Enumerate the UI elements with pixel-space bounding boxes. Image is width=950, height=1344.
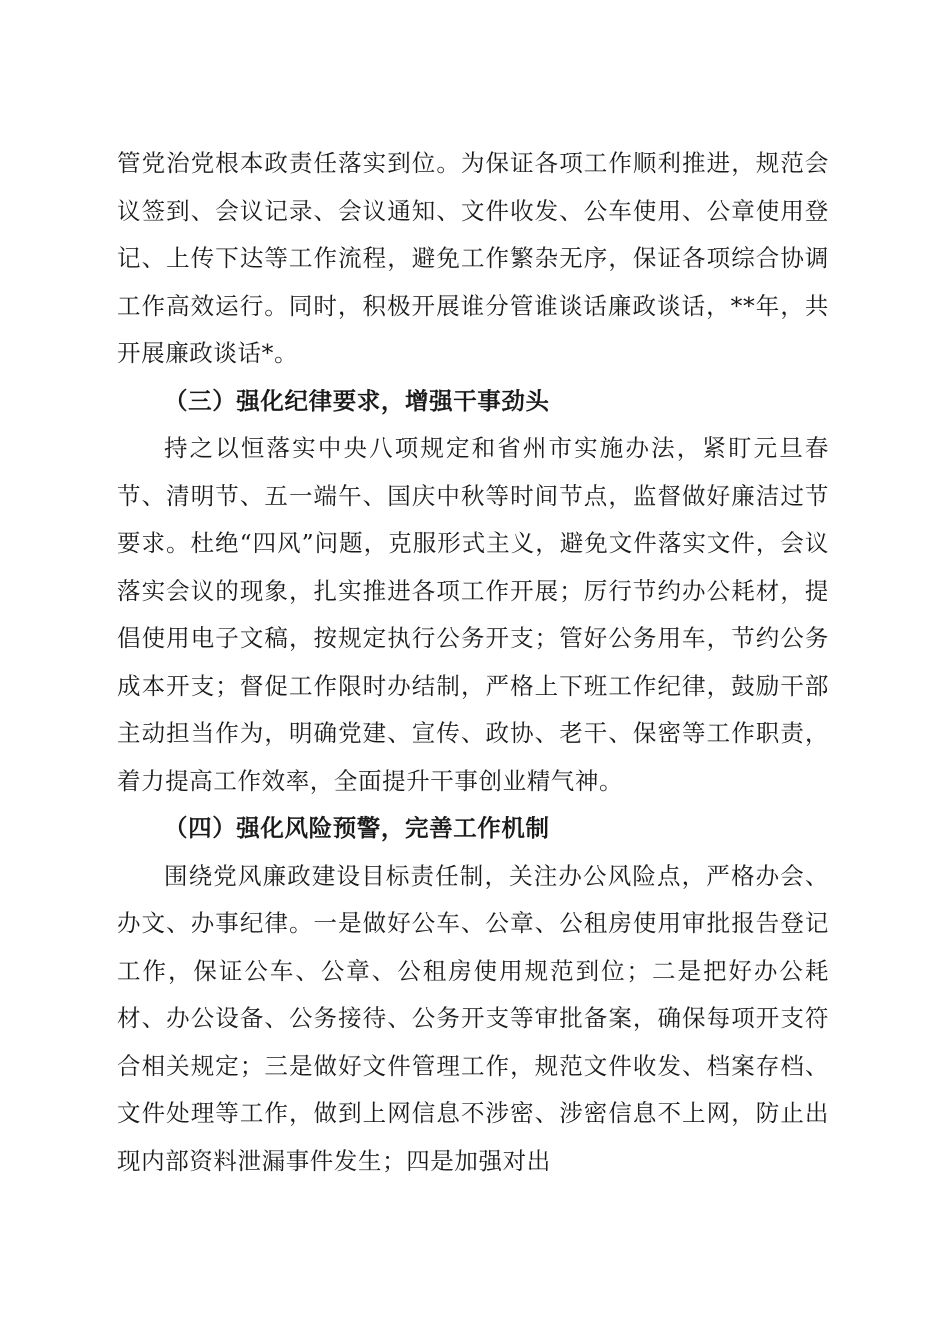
document-page [117, 140, 829, 1185]
paragraph-discipline: 持之以恒落实中央八项规定和省州市实施办法，紧盯元旦春节、清明节、五一端午、国庆中秋等时间节点，监督做好廉洁过节要求。杜绝“四风”问题，克服形式主义，避免文件落实文件，会议落实会议的现象，扎实推进各项工作开展；厉行节约办公耗材，提倡使用电子文稿，按规定执行公务开支；管好公务用车，节约公务成本开支；督促工作限时办结制，严格上下班工作纪律，鼓励干部主动担当作为，明确党建、宣传、政协、老干、保密等工作职责，着力提高工作效率，全面提升干事创业精气神。 [117, 434, 829, 795]
paragraph-risk-warning: 围绕党风廉政建设目标责任制，关注办公风险点，严格办会、办文、办事纪律。一是做好公车、公章、公租房使用审批报告登记工作，保证公车、公章、公租房使用规范到位；二是把好办公耗材、办公设备、公务接待、公务开支等审批备案，确保每项开支符合相关规定；三是做好文件管理工作，规范文件收发、档案存档、文件处理等工作，做到上网信息不涉密、涉密信息不上网，防止出现内部资料泄漏事件发生；四是加强对出 [117, 861, 829, 1175]
section-heading-3: （三）强化纪律要求，增强干事劲头 [164, 386, 550, 415]
section-heading-4: （四）强化风险预警，完善工作机制 [164, 814, 550, 842]
paragraph-continuation: 管党治党根本政责任落实到位。为保证各项工作顺利推进，规范会议签到、会议记录、会议通知、文件收发、公车使用、公章使用登记、上传下达等工作流程，避免工作繁杂无序，保证各项综合协调工作高效运行。同时，积极开展谁分管谁谈话廉政谈话，**年，共开展廉政谈话*。 [117, 149, 829, 367]
